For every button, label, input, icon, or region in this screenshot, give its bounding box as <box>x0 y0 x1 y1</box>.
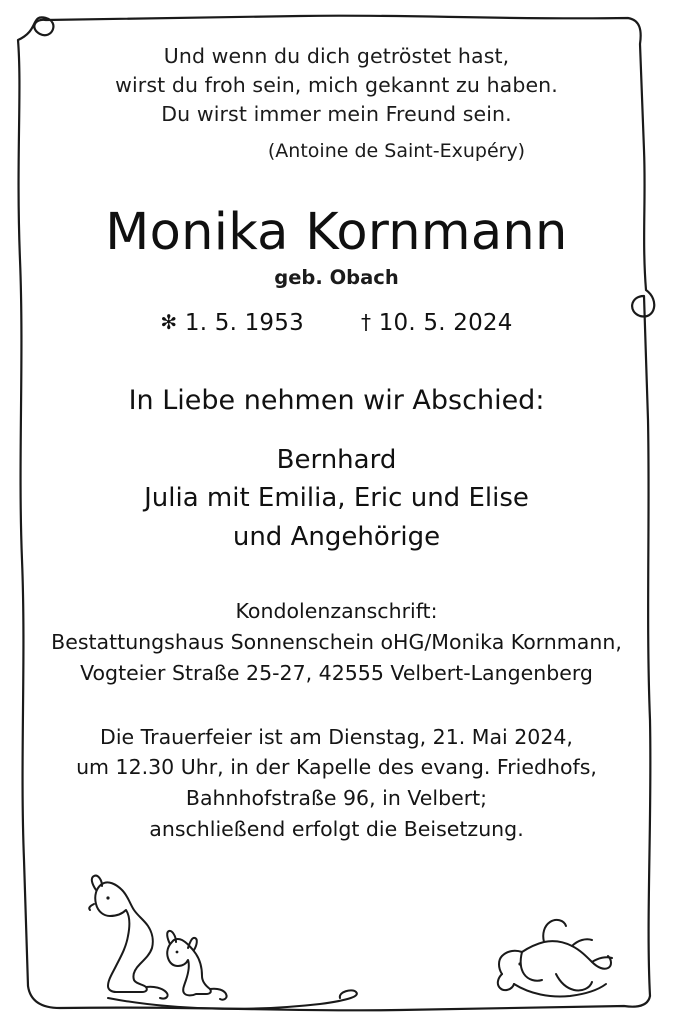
deceased-name: Monika Kornmann <box>105 203 568 263</box>
survivor-line: Julia mit Emilia, Eric und Elise <box>144 483 529 514</box>
survivor-line: Bernhard <box>276 444 397 475</box>
death-date: 10. 5. 2024 <box>378 309 513 336</box>
condolence-line: Vogteier Straße 25-27, 42555 Velbert-Langenberg <box>80 660 593 685</box>
birth-date: 1. 5. 1953 <box>184 309 304 336</box>
ceremony-line: anschließend erfolgt die Beisetzung. <box>149 816 524 841</box>
survivors-block <box>40 441 633 556</box>
verse-line-3: Du wirst immer mein Freund sein. <box>161 102 512 127</box>
ceremony-line: Bahnhofstraße 96, in Velbert; <box>185 786 488 811</box>
condolence-heading: Kondolenzanschrift: <box>235 599 438 624</box>
verse-block <box>40 42 633 129</box>
dogs-and-cat-icon <box>50 870 630 1010</box>
death-symbol-icon: † <box>360 309 372 334</box>
survivor-line: und Angehörige <box>232 521 441 552</box>
verse-line-1: Und wenn du dich getröstet hast, <box>163 44 510 68</box>
maiden-name: geb. Obach <box>274 265 399 289</box>
birth-symbol-icon: ✻ <box>160 309 178 334</box>
verse-line-2: wirst du froh sein, mich gekannt zu haben. <box>115 73 558 98</box>
ceremony-line: um 12.30 Uhr, in der Kapelle des evang. Friedhofs, <box>76 755 597 780</box>
condolence-line: Bestattungshaus Sonnenschein oHG/Monika Kornmann, <box>51 630 622 655</box>
notice-content <box>40 30 633 845</box>
verse-attribution: (Antoine de Saint-Exupéry) <box>267 140 526 163</box>
ceremony-block <box>40 722 633 845</box>
farewell-line: In Liebe nehmen wir Abschied: <box>128 384 545 416</box>
ceremony-line: Die Trauerfeier ist am Dienstag, 21. Mai 2024, <box>100 724 573 749</box>
life-dates <box>40 310 633 336</box>
condolence-block <box>40 596 633 688</box>
